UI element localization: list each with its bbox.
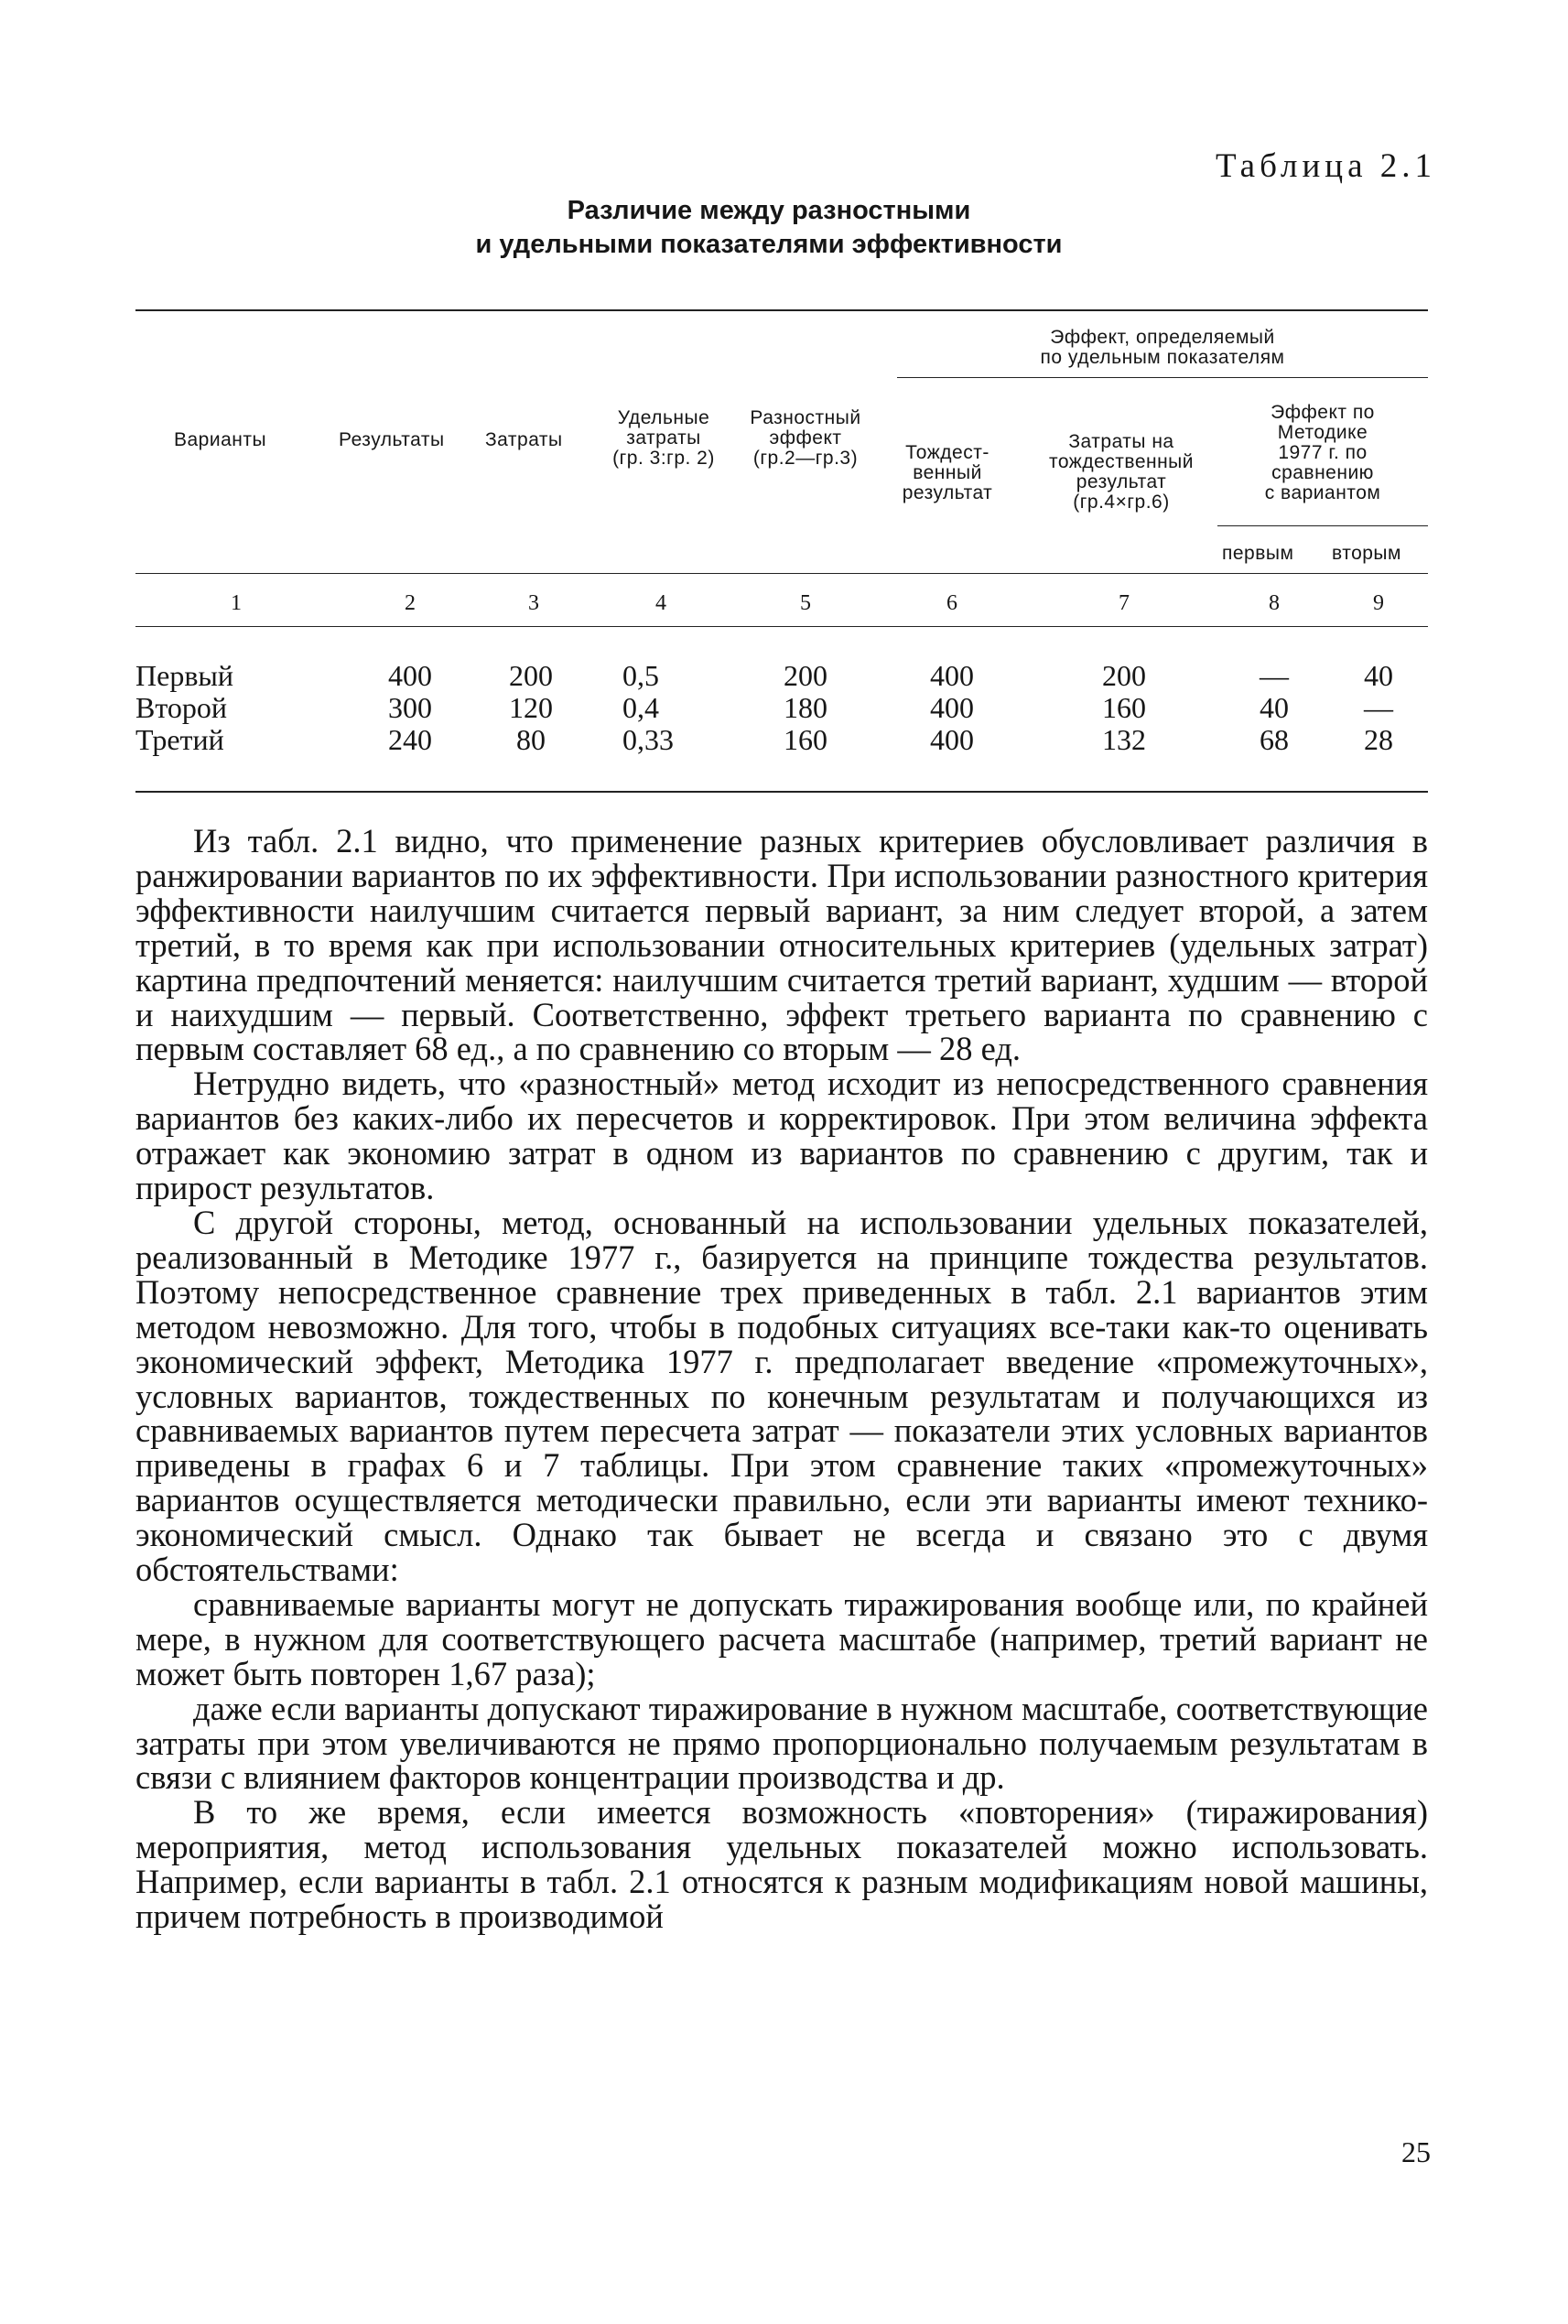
paragraph: Нетрудно видеть, что «разностный» метод исходит из непосредственного сравнения вариантов без каких-либо их пересчетов и корректировок. При этом величина эффекта отражает как экономию затрат в одном из вариантов по сравнению с другим, так и прирост результатов. [135, 1065, 1428, 1207]
header-identical-result: Тождест- венный результат [902, 442, 993, 503]
header-difference-effect: Разностный эффект (гр.2—гр.3) [750, 407, 861, 469]
header-results: Результаты [339, 429, 445, 450]
column-number: 5 [800, 591, 811, 615]
header-costs-identical: Затраты на тождественный результат (гр.4×гр.6) [1048, 431, 1195, 513]
column-number: 9 [1373, 591, 1384, 615]
column-number: 1 [231, 591, 242, 615]
table-top-rule [135, 309, 1428, 311]
header-first: первым [1222, 543, 1294, 564]
paragraph: Из табл. 2.1 видно, что применение разных критериев обусловливает различия в ранжировании вариантов по их эффективности. При использовании разностного критерия эффективности наилучшим считается первый вариант, за ним следует второй, а затем третий, в то время как при использовании относительных критериев (удельных затрат) картина предпочтений меняется: наилучшим считается третий вариант, худшим — второй и наихудшим — первый. Соответственно, эффект третьего варианта по сравнению с первым составляет 68 ед., а по сравнению со вторым — 28 ед. [135, 822, 1428, 1068]
header-bottom-rule [135, 573, 1428, 574]
paragraph: сравниваемые варианты могут не допускать тиражирования вообще или, по крайней мере, в нужном для соответствующего расчета масштабе (например, третий вариант не может быть повторен 1,67 раза); [135, 1584, 1428, 1692]
page-number: 25 [1401, 2135, 1431, 2168]
paragraph: даже если варианты допускают тиражирование в нужном масштабе, соответствующие затраты при этом увеличиваются не прямо пропорционально получаемым результатам в связи с влиянием факторов концентрации производства и др. [135, 1689, 1428, 1797]
table-title: Различие между разностными и удельными показателями эффективности [475, 196, 1063, 259]
paragraph: В то же время, если имеется возможность «повторения» (тиражирования) мероприятия, метод использования удельных показателей можно использовать. Например, если варианты в табл. 2.1 относятся к разным модификациям новой машины, причем потребность в производимой [135, 1793, 1428, 1936]
row-label: Первый [135, 659, 234, 692]
book-page: Таблица 2.1 Различие между разностными и удельными показателями эффективности Варианты Результаты Затраты Удельные затраты (гр. 3:гр. 2) Разностный эффект (гр.2—гр.3) Эффект, определяемый по удельным показателям Тождест- венный результат Затраты на тождественный результат (гр.4×гр.6) Эффект по Методике 1977 г. по сравнению с вариантом первым вторым 1 2 3 4 5 6 7 8 9 Первый 400 200 0,5 200 400 200 — 40 Второй 300 120 0,4 180 400 160 40 — Третий 240 80 0,33 160 400 132 68 28 Из табл. 2.1 видно, что применение разных критериев обусловливает различия в ранжировании вариантов по их эффективности. При использовании разностного критерия эффективности наилучшим считается первый вариант, за ним следует второй, а затем третий, в то время как при использовании относительных критериев (удельных затрат) картина предпочтений меняется: наилучшим считается третий вариант, худшим — второй и наихудшим — первый. Соответственно, эффект третьего варианта по сравнению с первым составляет 68 ед., а по сравнению со вторым — 28 ед. Нетрудно видеть, что «разностный» метод исходит из непосредственного сравнения вариантов без каких-либо их пересчетов и корректировок. При этом величина эффекта отражает как экономию затрат в одном из вариантов по сравнению с другим, так и прирост результатов. С другой стороны, метод, основанный на использовании удельных показателей, реализованный в Методике 1977 г., базируется на принципе тождества результатов. Поэтому непосредственное сравнение трех приведенных в табл. 2.1 вариантов этим методом невозможно. Для того, чтобы в подобных ситуациях все-таки как-то оценивать экономический эффект, Методика 1977 г. предполагает введение «промежуточных», условных вариантов, тождественных по конечным результатам и получающихся из сравниваемых вариантов путем пересчета затрат — показатели этих условных вариантов приведены в графах 6 и 7 таблицы. При этом сравнение таких «промежуточных» вариантов осуществляется методически правильно, если эти варианты имеют технико-экономический смысл. Однако так бывает не всегда и связано это с двумя обстоятельствами: сравниваемые варианты могут не допускать тиражирования вообще или, по крайней мере, в нужном для соответствующего расчета масштабе (например, третий вариант не может быть повторен 1,67 раза); даже если варианты допускают тиражирование в нужном масштабе, соответствующие затраты при этом увеличиваются не прямо пропорционально получаемым результатам в связи с влиянием факторов концентрации производства и др. В то же время, если имеется возможность «повторения» (тиражирования) мероприятия, метод использования удельных показателей можно использовать. Например, если варианты в табл. 2.1 относятся к разным модификациям новой машины, причем потребность в производимой 25 [135, 147, 1436, 2168]
subgroup-header-rule [1217, 525, 1428, 526]
row-label: Третий [135, 723, 224, 756]
header-variants: Варианты [174, 429, 267, 450]
column-number: 3 [528, 591, 539, 615]
header-costs: Затраты [485, 429, 563, 450]
column-number: 7 [1119, 591, 1130, 615]
row-label: Второй [135, 691, 228, 724]
header-second: вторым [1332, 543, 1401, 564]
header-method-effect: Эффект по Методике 1977 г. по сравнению с вариантом [1264, 402, 1381, 503]
table-label: Таблица 2.1 [1216, 147, 1436, 185]
header-unit-costs: Удельные затраты (гр. 3:гр. 2) [612, 407, 715, 469]
column-number: 8 [1269, 591, 1280, 615]
column-number: 2 [405, 591, 416, 615]
body-text [135, 824, 1428, 1934]
column-number: 6 [946, 591, 957, 615]
group-header-rule [897, 377, 1428, 378]
column-number: 4 [655, 591, 666, 615]
table-bottom-rule [135, 791, 1428, 793]
paragraph: С другой стороны, метод, основанный на использовании удельных показателей, реализованный в Методике 1977 г., базируется на принципе тождества результатов. Поэтому непосредственное сравнение трех приведенных в табл. 2.1 вариантов этим методом невозможно. Для того, чтобы в подобных ситуациях все-таки как-то оценивать экономический эффект, Методика 1977 г. предполагает введение «промежуточных», условных вариантов, тождественных по конечным результатам и получающихся из сравниваемых вариантов путем пересчета затрат — показатели этих условных вариантов приведены в графах 6 и 7 таблицы. При этом сравнение таких «промежуточных» вариантов осуществляется методически правильно, если эти варианты имеют технико-экономический смысл. Однако так бывает не всегда и связано это с двумя обстоятельствами: [135, 1203, 1428, 1589]
header-group-unit-effect: Эффект, определяемый по удельным показателям [1040, 327, 1285, 368]
column-numbers-rule [135, 626, 1428, 627]
